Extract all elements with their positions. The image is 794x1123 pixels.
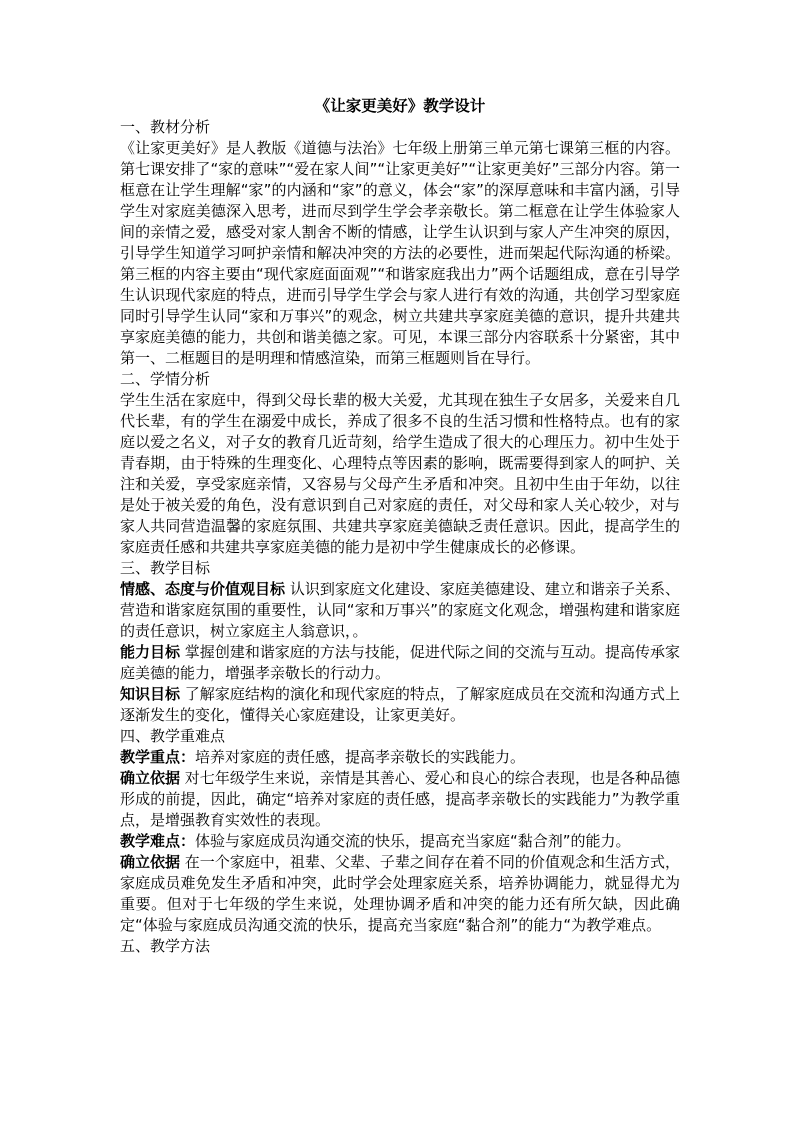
- students-paragraph: 学生生活在家庭中，得到父母长辈的极大关爱，尤其现在独生子女居多，关爱来自几代长辈，有的学生在溺爱中成长，养成了很多不良的生活习惯和性格特点。也有的家庭以爱之名义，对子女的教育几近苛刻，给学生造成了很大的心理压力。初中生处于青春期，由于特殊的生理变化、心理特点等因素的影响，既需要得到家人的呵护、关注和关爱，享受家庭亲情，又容易与父母产生矛盾和冲突。且初中生由于年幼，以往是处于被关爱的角色，没有意识到自己对家庭的责任，对父母和家人关心较少，对与家人共同营造温馨的家庭氛围、共建共享家庭美德缺乏责任意识。因此，提高学生的家庭责任感和共建共享家庭美德的能力是初中学生健康成长的必修课。: [120, 391, 680, 556]
- section-heading-keypoints: 四、教学重难点: [120, 727, 226, 745]
- goal-ability-label: 能力目标: [120, 643, 181, 661]
- goal-emotion-text: 认识到家庭文化建设、家庭美德建设、建立和谐亲子关系、营造和谐家庭氛围的重要性，认同“家和万事兴”的家庭文化观念，增强构建和谐家庭的责任意识，树立家庭主人翁意识，。: [120, 580, 680, 640]
- goal-ability-paragraph: [120, 642, 680, 684]
- key-point-label: 教学重点：: [120, 748, 196, 766]
- difficulty-basis-text: 在一个家庭中，祖辈、父辈、子辈之间存在着不同的价值观念和生活方式，家庭成员难免发生矛盾和冲突，此时学会处理家庭关系，培养协调能力，就显得尤为重要。但对于七年级的学生来说，处理协调矛盾和冲突的能力还有所欠缺，因此确定“体验与家庭成员沟通交流的快乐，提高充当家庭“黏合剂”的能力“为教学难点。: [120, 853, 680, 934]
- key-point-text: 培养对家庭的责任感，提高孝亲敬长的实践能力。: [195, 748, 526, 766]
- difficulty-basis-paragraph: [120, 852, 680, 936]
- analysis-paragraph: 《让家更美好》是人教版《道德与法治》七年级上册第三单元第七课第三框的内容。第七课安排了“家的意味”“爱在家人间”“让家更美好”“让家更美好”三部分内容。第一框意在让学生理解“家”的内涵和“家”的意义，体会“家”的深厚意味和丰富内涵，引导学生对家庭美德深入思考，进而尽到学生学会孝亲敬长。第二框意在让学生体验家人间的亲情之爱，感受对家人割舍不断的情感，让学生认识到与家人产生冲突的原因，引导学生知道学习呵护亲情和解决冲突的方法的必要性，进而架起代际沟通的桥梁。第三框的内容主要由“现代家庭面面观”“和谐家庭我出力”两个话题组成，意在引导学生认识现代家庭的特点，进而引导学生学会与家人进行有效的沟通，共创学习型家庭 同时引导学生认同“家和万事兴”的观念，树立共建共享家庭美德的意识，提升共建共享家庭美德的能力，共创和谐美德之家。可见，本课三部分内容联系十分紧密，其中第一、二框题目的是明理和情感渲染，而第三框题则旨在导行。: [120, 139, 680, 367]
- section-heading-analysis: 一、教材分析: [120, 118, 211, 136]
- section-heading-methods: 五、教学方法: [120, 937, 211, 955]
- key-point-paragraph: [120, 747, 680, 768]
- difficulty-label: 教学难点：: [120, 832, 196, 850]
- goal-knowledge-paragraph: [120, 684, 680, 726]
- section-heading-goals: 三、教学目标: [120, 559, 211, 577]
- difficulty-text: 体验与家庭成员沟通交流的快乐，提高充当家庭“黏合剂”的能力。: [195, 832, 631, 850]
- key-point-basis-text: 对七年级学生来说，亲情是其善心、爱心和良心的综合表现，也是各种品德形成的前提，因此，确定“培养对家庭的责任感，提高孝亲敬长的实践能力”为教学重点，是增强教育实效性的表现。: [120, 769, 680, 829]
- key-point-basis-label: 确立依据: [120, 769, 181, 787]
- goal-ability-text: 掌握创建和谐家庭的方法与技能，促进代际之间的交流与互动。提高传承家庭美德的能力，增强孝亲敬长的行动力。: [120, 643, 680, 682]
- section-heading-students: 二、学情分析: [120, 370, 211, 388]
- difficulty-paragraph: [120, 831, 680, 852]
- key-point-basis-paragraph: [120, 768, 680, 831]
- goal-knowledge-label: 知识目标: [120, 685, 181, 703]
- document-title: 《让家更美好》教学设计: [314, 97, 486, 115]
- difficulty-basis-label: 确立依据: [120, 853, 181, 871]
- goal-emotion-paragraph: [120, 579, 680, 642]
- document-page: [120, 96, 680, 957]
- goal-emotion-label: 情感、态度与价值观目标: [120, 580, 286, 598]
- goal-knowledge-text: 了解家庭结构的演化和现代家庭的特点，了解家庭成员在交流和沟通方式上逐渐发生的变化，懂得关心家庭建设，让家更美好。: [120, 685, 680, 724]
